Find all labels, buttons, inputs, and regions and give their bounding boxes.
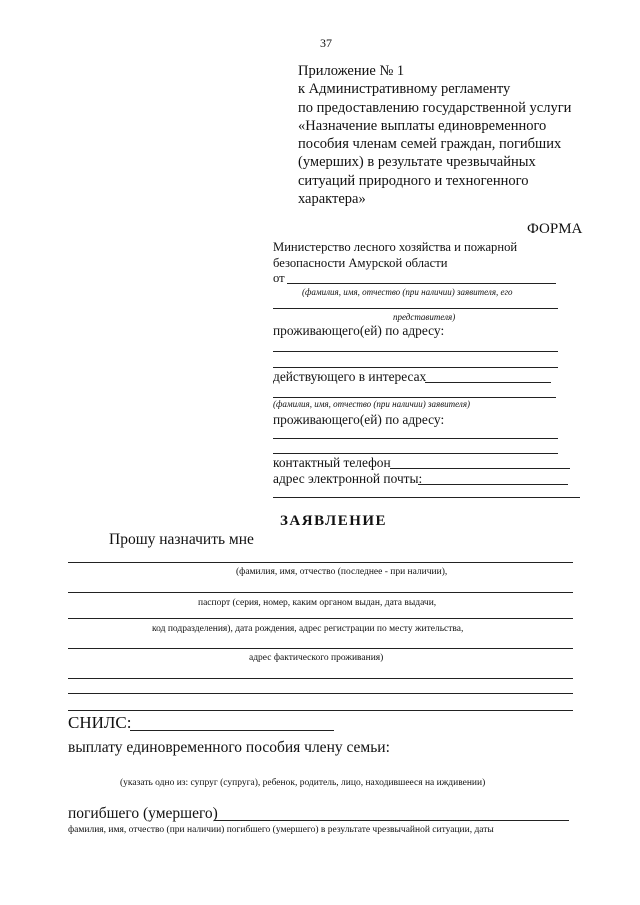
applicant-caption-2: представителя) [393, 312, 456, 322]
page-number: 37 [320, 36, 332, 50]
appendix-line: характера» [298, 191, 366, 208]
caption-relation: (указать одно из: супруг (супруга), ребенок, родитель, лицо, находившееся на иждивении) [120, 778, 486, 788]
caption-code: код подразделения), дата рождения, адрес регистрации по месту жительства, [152, 624, 464, 634]
payment-text: выплату единовременного пособия члену семьи: [68, 739, 390, 756]
address-line-1[interactable] [273, 351, 558, 352]
appendix-line: ситуаций природного и техногенного [298, 172, 529, 189]
caption-name: (фамилия, имя, отчество (последнее - при наличии), [236, 567, 448, 577]
appendix-line: по предоставлению государственной услуги [298, 99, 572, 116]
caption-deceased: фамилия, имя, отчество (при наличии) погибшего (умершего) в результате чрезвычайной ситуации, даты [68, 825, 494, 835]
caption-address: адрес фактического проживания) [249, 653, 384, 663]
appendix-block [298, 62, 571, 208]
request-text: Прошу назначить мне [109, 531, 254, 548]
appendix-line: к Административному регламенту [298, 81, 511, 98]
snils-line[interactable] [130, 730, 334, 731]
phone-line[interactable] [390, 468, 570, 469]
applicant-name-line-2[interactable] [273, 308, 558, 309]
deceased-label: погибшего (умершего) [68, 805, 218, 822]
extra-line-3[interactable] [68, 710, 573, 711]
snils-label: СНИЛС: [68, 713, 132, 732]
passport-line[interactable] [68, 592, 573, 593]
applicant-caption: (фамилия, имя, отчество (при наличии) заявителя, его [302, 287, 513, 297]
appendix-line: пособия членам семей граждан, погибших [298, 136, 562, 153]
email-line[interactable] [418, 484, 568, 485]
applicant-full-name-line[interactable] [68, 562, 573, 563]
from-label: от [273, 271, 285, 285]
code-line[interactable] [68, 618, 573, 619]
address-line-3[interactable] [273, 438, 558, 439]
email-label: адрес электронной почты: [273, 471, 423, 486]
caption-passport: паспорт (серия, номер, каким органом выдан, дата выдачи, [198, 598, 437, 608]
address-line-2[interactable] [273, 367, 558, 368]
appendix-line: «Назначение выплаты единовременного [298, 117, 547, 134]
residing-label-2: проживающего(ей) по адресу: [273, 412, 445, 427]
represented-caption: (фамилия, имя, отчество (при наличии) заявителя) [273, 399, 471, 409]
appendix-line: Приложение № 1 [298, 63, 405, 79]
email-line-2[interactable] [273, 497, 580, 498]
extra-line-1[interactable] [68, 678, 573, 679]
address-line-4[interactable] [273, 453, 558, 454]
form-label: ФОРМА [527, 221, 583, 237]
address-actual-line[interactable] [68, 648, 573, 649]
addressee-line-1: Министерство лесного хозяйства и пожарной [273, 240, 518, 254]
acting-in-interests-line[interactable] [425, 382, 551, 383]
represented-line[interactable] [273, 397, 556, 398]
acting-in-interests-label: действующего в интересах [273, 369, 427, 384]
appendix-line: (умерших) в результате чрезвычайных [298, 154, 536, 171]
phone-label: контактный телефон [273, 455, 391, 470]
document-title: ЗАЯВЛЕНИЕ [280, 513, 388, 529]
deceased-line[interactable] [214, 820, 569, 821]
residing-label-1: проживающего(ей) по адресу: [273, 323, 445, 338]
addressee-line-2: безопасности Амурской области [273, 256, 448, 270]
applicant-name-line[interactable] [287, 283, 556, 284]
extra-line-2[interactable] [68, 693, 573, 694]
